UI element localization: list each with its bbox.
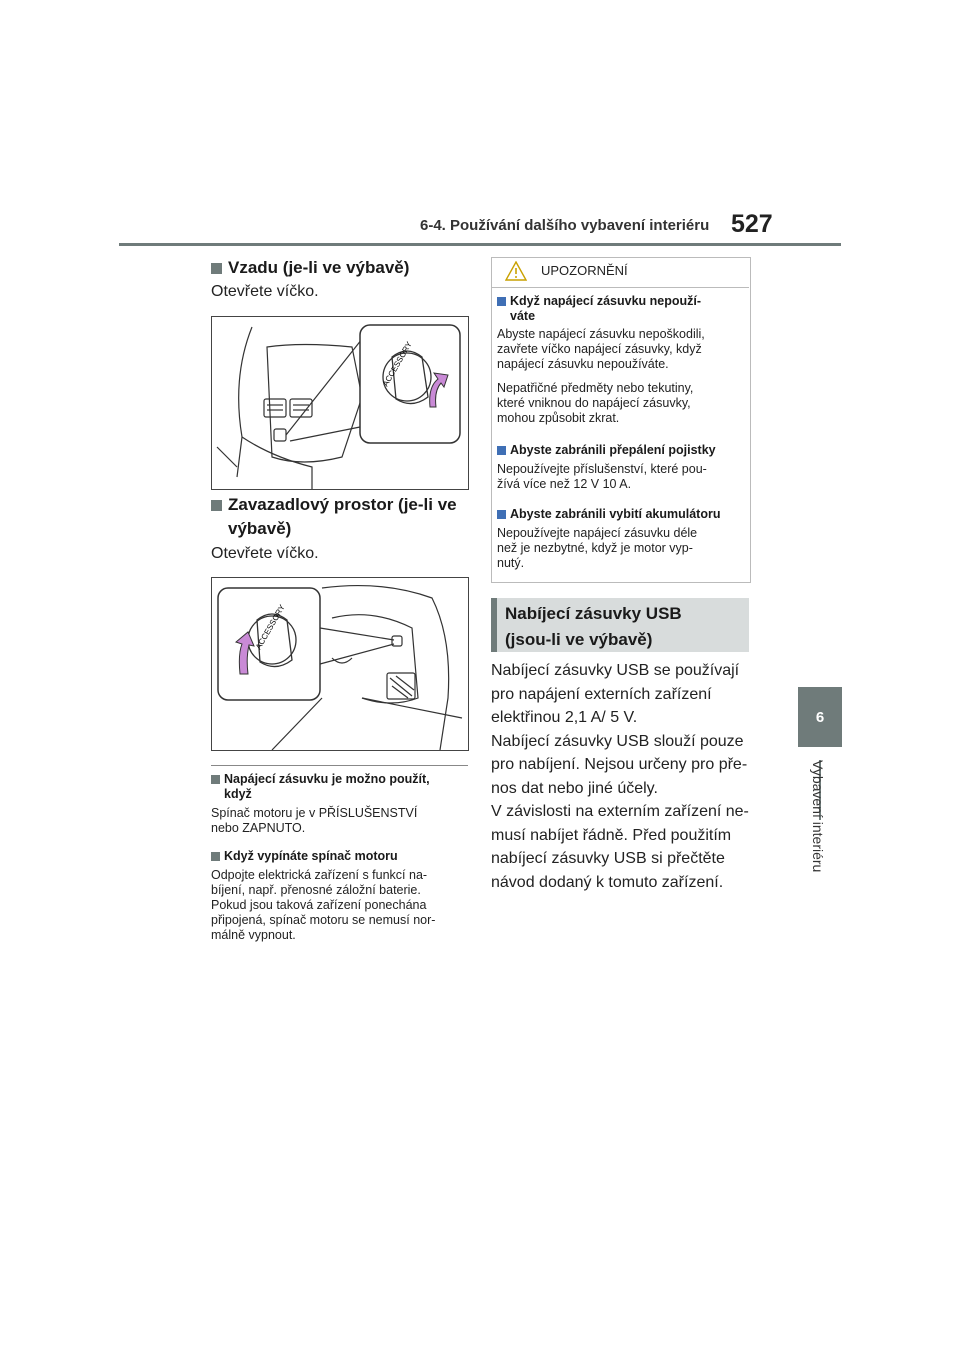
note1-heading-cont: když: [224, 787, 252, 801]
rear-heading: Vzadu (je-li ve výbavě): [211, 258, 409, 278]
bullet-square-icon: [497, 297, 506, 306]
bullet-square-icon: [211, 852, 220, 861]
warning-title: UPOZORNĚNÍ: [541, 263, 628, 278]
luggage-outlet-illustration: [212, 578, 468, 750]
note2-heading: Když vypínáte spínač motoru: [211, 849, 398, 863]
warning-s1-heading-cont: váte: [510, 309, 536, 323]
warning-s1-para2: Nepatřičné předměty nebo tekutiny, které vniknou do napájecí zásuvky, mohou způsobit zkrat.: [497, 381, 694, 425]
bullet-square-icon: [497, 510, 506, 519]
bullet-square-icon: [497, 446, 506, 455]
warning-s2-body: Nepoužívejte příslušenství, které pou- žívá více než 12 V 10 A.: [497, 462, 707, 491]
rear-text: Otevřete víčko.: [211, 283, 319, 300]
chapter-title-container: [810, 760, 830, 910]
section-title: 6-4. Používání dalšího vybavení interiéru: [420, 217, 710, 234]
warning-header: [491, 257, 749, 288]
note2-body: Odpojte elektrická zařízení s funkcí na- bíjení, např. přenosné záložní baterie. Pokud jsou taková zařízení ponechána připojená, spínač motoru se nemusí nor- málně vypnout.: [211, 868, 436, 942]
header-rule: [119, 243, 841, 246]
usb-body: Nabíjecí zásuvky USB se používají pro napájení externích zařízení elektřinou 2,1 A/ 5 V. Nabíjecí zásuvky USB slouží pouze pro nabíjení. Nejsou určeny pro pře- nos dat nebo jiné účely. V závislosti na externím zařízení ne- musí nabíjet řádně. Před použitím nabíjecí zásuvky USB si přečtěte návod dodaný k tomuto zařízení.: [491, 662, 749, 891]
bullet-square-icon: [211, 500, 222, 511]
page-number: 527: [731, 210, 773, 238]
cap-label: ACCESSORY: [380, 340, 414, 388]
luggage-heading-cont: výbavě): [228, 519, 292, 538]
note1-heading: Napájecí zásuvku je možno použít,: [211, 772, 430, 786]
warning-s1-heading: Když napájecí zásuvku nepouží-: [497, 294, 701, 308]
luggage-outlet-figure: [211, 577, 469, 751]
rear-outlet-figure: [211, 316, 469, 490]
chapter-tab[interactable]: [798, 687, 842, 747]
warning-triangle-icon: [505, 261, 527, 281]
usb-section-title: Nabíjecí zásuvky USB (jsou-li ve výbavě): [505, 604, 682, 649]
warning-s1-para1: Abyste napájecí zásuvku nepoškodili, zavřete víčko napájecí zásuvky, když napájecí zásuvku nepoužíváte.: [497, 327, 705, 371]
notes-rule: [211, 765, 468, 766]
chapter-number: 6: [815, 708, 825, 726]
cap-label: ACCESSORY: [253, 603, 287, 651]
warning-s3-body: Nepoužívejte napájecí zásuvku déle než je nezbytné, když je motor vyp- nutý.: [497, 526, 698, 570]
bullet-square-icon: [211, 775, 220, 784]
note1-body: Spínač motoru je v PŘÍSLUŠENSTVÍ nebo ZAPNUTO.: [211, 806, 418, 835]
warning-s3-heading: Abyste zabránili vybití akumulátoru: [497, 507, 720, 521]
luggage-heading: Zavazadlový prostor (je-li ve: [211, 495, 457, 515]
usb-section-accent: [491, 598, 497, 652]
chapter-title: Vybavení interiéru: [810, 760, 826, 873]
warning-s2-heading: Abyste zabránili přepálení pojistky: [497, 443, 716, 457]
bullet-square-icon: [211, 263, 222, 274]
rear-outlet-illustration: [212, 317, 468, 489]
luggage-text: Otevřete víčko.: [211, 545, 319, 562]
